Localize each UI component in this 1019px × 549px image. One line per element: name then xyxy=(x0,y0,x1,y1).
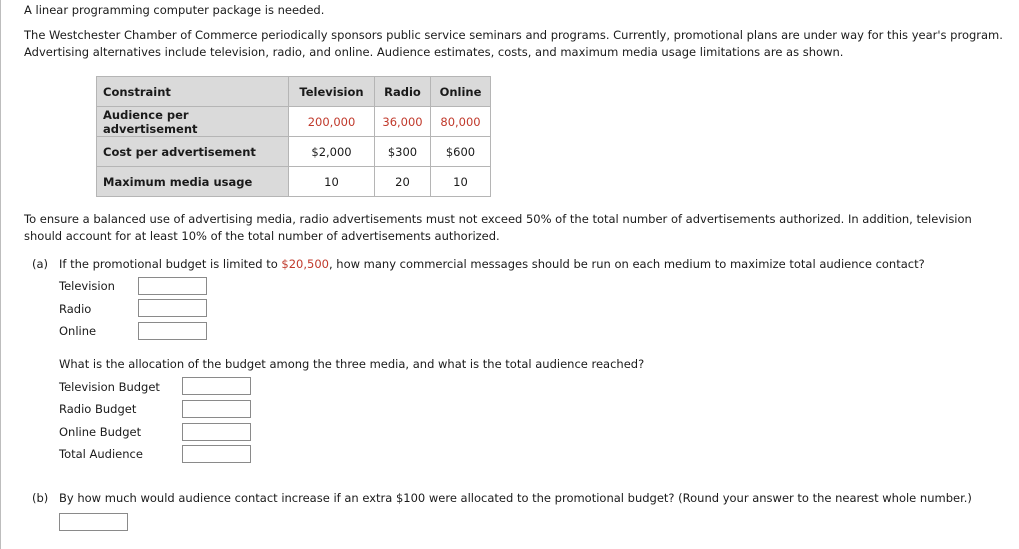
television-budget-label: Television Budget xyxy=(59,380,160,394)
cell-audience-online: 80,000 xyxy=(431,107,491,137)
table-header-television: Television xyxy=(289,77,375,107)
online-count-label: Online xyxy=(59,324,97,338)
table-header-constraint: Constraint xyxy=(97,77,289,107)
part-b-marker: (b) xyxy=(32,491,49,505)
cell-max-radio: 20 xyxy=(375,167,431,197)
cell-cost-online: $600 xyxy=(431,137,491,167)
total-audience-label: Total Audience xyxy=(59,447,143,461)
cell-cost-radio: $300 xyxy=(375,137,431,167)
online-budget-label: Online Budget xyxy=(59,425,142,439)
row-label-cost: Cost per advertisement xyxy=(97,137,289,167)
part-a-question-2: What is the allocation of the budget among the three media, and what is the total audience reached? xyxy=(59,357,645,371)
part-a-question xyxy=(59,257,925,271)
part-a-question-prefix: If the promotional budget is limited to xyxy=(59,257,282,271)
television-count-input[interactable] xyxy=(138,277,207,295)
radio-count-label: Radio xyxy=(59,302,92,316)
television-count-label: Television xyxy=(59,279,115,293)
constraints-table xyxy=(96,76,491,197)
cell-audience-radio: 36,000 xyxy=(375,107,431,137)
table-row xyxy=(97,107,491,137)
left-border xyxy=(0,0,1,549)
radio-count-input[interactable] xyxy=(138,299,207,317)
cell-max-online: 10 xyxy=(431,167,491,197)
cell-cost-television: $2,000 xyxy=(289,137,375,167)
radio-budget-input[interactable] xyxy=(182,400,251,418)
table-header-online: Online xyxy=(431,77,491,107)
part-a-marker: (a) xyxy=(32,257,49,271)
intro-text: A linear programming computer package is needed. xyxy=(24,3,325,17)
table-row xyxy=(97,167,491,197)
table-header-radio: Radio xyxy=(375,77,431,107)
row-label-max-usage: Maximum media usage xyxy=(97,167,289,197)
problem-paragraph-2: To ensure a balanced use of advertising media, radio advertisements must not exceed 50% of the total number of advertisements authorized. In addition, television should account for at least 10% of the total number of advertisements authorized. xyxy=(24,212,972,243)
online-budget-input[interactable] xyxy=(182,423,251,441)
problem-paragraph-1: The Westchester Chamber of Commerce periodically sponsors public service seminars and programs. Currently, promotional plans are under way for this year's program. Advertising alternatives include television, radio, and online. Audience estimates, costs, and maximum media usage limitations are as shown. xyxy=(24,28,1003,59)
part-b-question: By how much would audience contact increase if an extra $100 were allocated to the promotional budget? (Round your answer to the nearest whole number.) xyxy=(59,491,972,505)
cell-max-television: 10 xyxy=(289,167,375,197)
television-budget-input[interactable] xyxy=(182,377,251,395)
table-row xyxy=(97,137,491,167)
radio-budget-label: Radio Budget xyxy=(59,402,137,416)
table-header-row xyxy=(97,77,491,107)
audience-increase-input[interactable] xyxy=(59,513,128,531)
part-a-question-suffix: , how many commercial messages should be run on each medium to maximize total audience contact? xyxy=(328,257,925,271)
row-label-audience: Audience per advertisement xyxy=(97,107,289,137)
cell-audience-television: 200,000 xyxy=(289,107,375,137)
part-a-budget-value: $20,500 xyxy=(281,257,329,271)
online-count-input[interactable] xyxy=(138,322,207,340)
total-audience-input[interactable] xyxy=(182,445,251,463)
